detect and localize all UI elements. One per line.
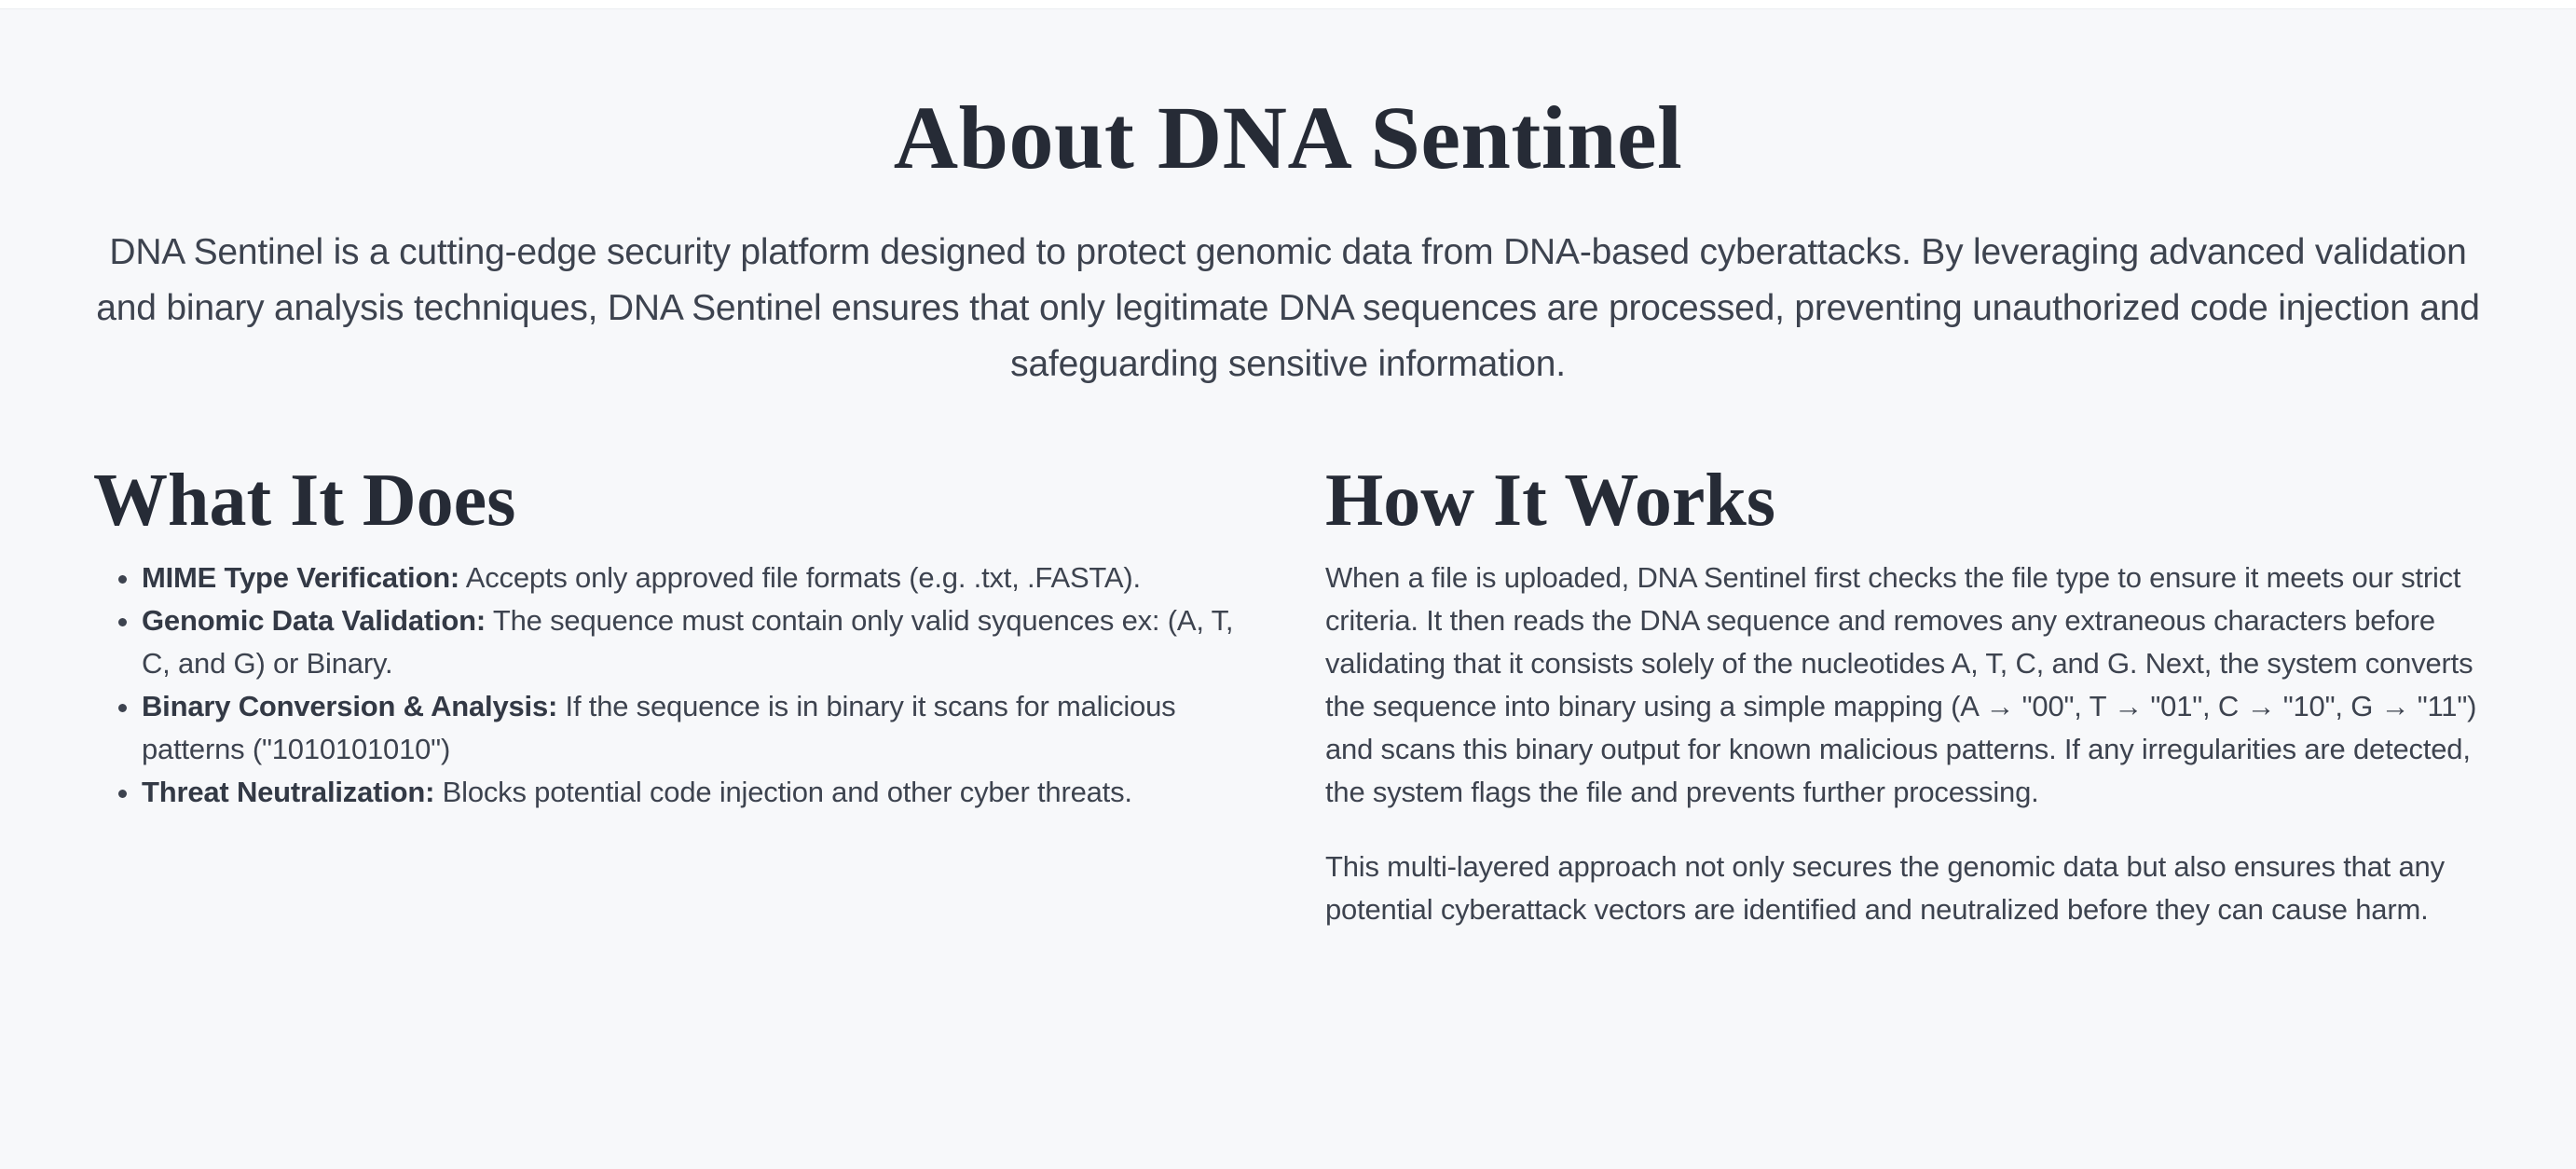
feature-text: Accepts only approved file formats (e.g. .txt, .FASTA). bbox=[459, 561, 1141, 595]
list-item bbox=[142, 685, 1251, 771]
how-it-works-column bbox=[1325, 458, 2483, 931]
feature-label: MIME Type Verification: bbox=[142, 561, 460, 595]
page-title: About DNA Sentinel bbox=[893, 88, 1683, 187]
intro-paragraph: DNA Sentinel is a cutting-edge security platform designed to protect genomic data from DNA-based cyberattacks. By leveraging advanced validation and binary analysis techniques, DNA Sentinel ensures that only legitimate DNA sequences are processed, preventing unauthorized code injection and safeguarding sensitive information. bbox=[96, 232, 2480, 385]
feature-label: Binary Conversion & Analysis: bbox=[142, 690, 558, 723]
list-item bbox=[142, 771, 1251, 814]
feature-list bbox=[93, 557, 1251, 814]
how-it-works-paragraph: When a file is uploaded, DNA Sentinel first checks the file type to ensure it meets our strict criteria. It then reads the DNA sequence and removes any extraneous characters before validating that it consists solely of the nucleotides A, T, C, and G. Next, the system converts the sequence into binary using a simple mapping (A → "00", T → "01", C → "10", G → "11") and scans this binary output for known malicious patterns. If any irregularities are detected, the system flags the file and prevents further processing. bbox=[1325, 561, 2477, 809]
feature-label: Threat Neutralization: bbox=[142, 776, 435, 809]
feature-text: Blocks potential code injection and other cyber threats. bbox=[434, 776, 1132, 809]
what-it-does-column bbox=[93, 458, 1251, 931]
feature-label: Genomic Data Validation: bbox=[142, 604, 486, 638]
feature-text: The sequence must contain only valid syquences ex: (A, T, C, and G) or Binary. bbox=[142, 604, 1234, 681]
list-item bbox=[142, 557, 1251, 599]
feature-text: If the sequence is in binary it scans for malicious patterns ("1010101010") bbox=[142, 690, 1176, 766]
how-it-works-heading: How It Works bbox=[1325, 460, 1776, 543]
list-item bbox=[142, 599, 1251, 685]
content-columns bbox=[93, 458, 2483, 931]
what-it-does-heading: What It Does bbox=[93, 460, 516, 543]
about-section bbox=[0, 9, 2576, 1169]
how-it-works-paragraph: This multi-layered approach not only secures the genomic data but also ensures that any potential cyberattack vectors are identified and neutralized before they can cause harm. bbox=[1325, 850, 2445, 927]
previous-section-edge bbox=[0, 0, 2576, 9]
